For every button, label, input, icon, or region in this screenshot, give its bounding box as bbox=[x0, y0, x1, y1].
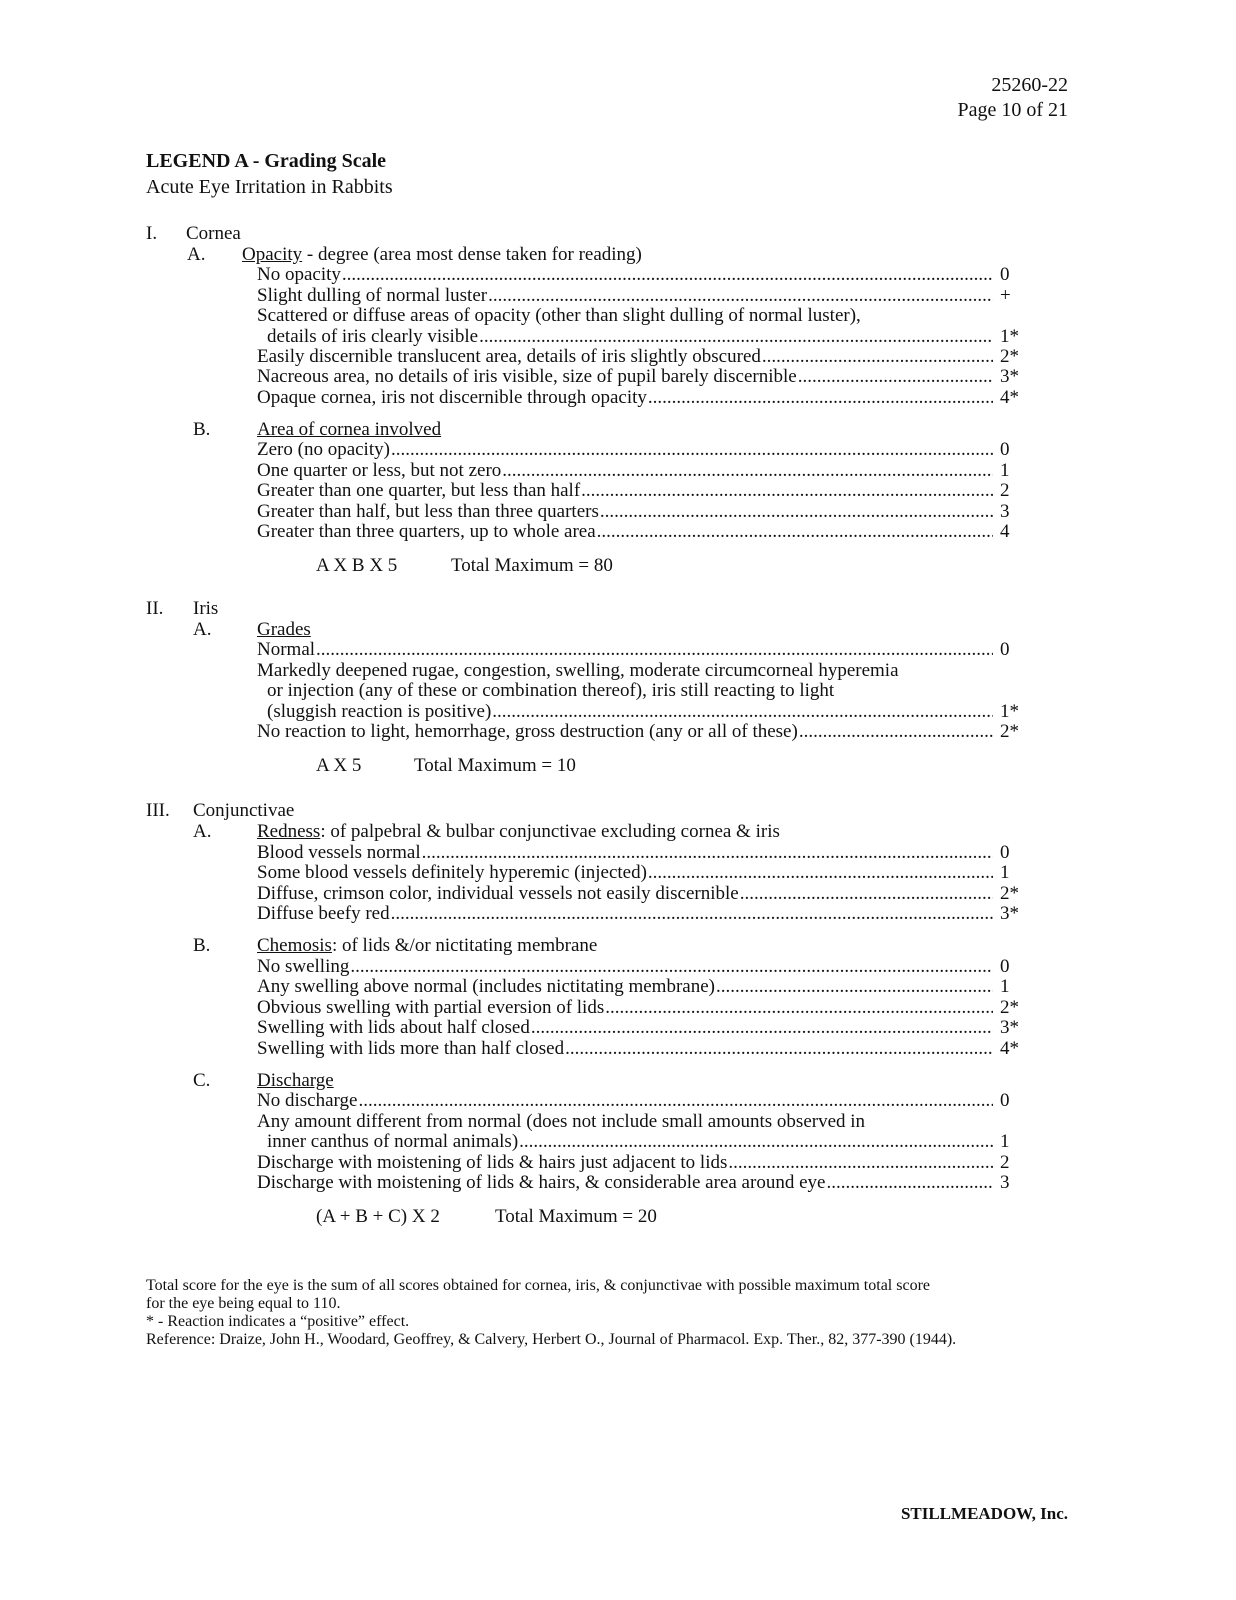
grade-score: 3 bbox=[1000, 501, 1010, 522]
grade-description: One quarter or less, but not zero bbox=[257, 460, 502, 481]
grade-description: Normal bbox=[257, 639, 316, 660]
grade-row bbox=[257, 460, 995, 481]
dot-leader bbox=[488, 285, 993, 307]
grade-row bbox=[257, 862, 995, 883]
grade-description: Any swelling above normal (includes nictitating membrane) bbox=[257, 976, 715, 997]
grade-description: Discharge with moistening of lids & hairs just adjacent to lids bbox=[257, 1152, 728, 1173]
grade-row bbox=[257, 346, 995, 367]
dot-leader bbox=[391, 439, 993, 461]
grade-score: 1 bbox=[1000, 976, 1010, 997]
grade-score: 3* bbox=[1000, 1017, 1019, 1038]
grade-description: Any amount different from normal (does not include small amounts observed in bbox=[257, 1111, 866, 1132]
grade-score: 4 bbox=[1000, 521, 1010, 542]
formula: (A + B + C) X 2 bbox=[316, 1206, 440, 1227]
total-score-note: for the eye being equal to 110. bbox=[146, 1295, 341, 1312]
dot-leader bbox=[799, 721, 993, 743]
subsection-title-opacity bbox=[242, 244, 642, 266]
dot-leader bbox=[762, 346, 993, 368]
grade-row bbox=[257, 903, 995, 924]
grade-row bbox=[257, 976, 995, 997]
grade-row bbox=[257, 639, 995, 660]
grade-score: 0 bbox=[1000, 842, 1010, 863]
dot-leader bbox=[581, 480, 993, 502]
legend-title: LEGEND A - Grading Scale bbox=[146, 150, 387, 172]
grade-description: Slight dulling of normal luster bbox=[257, 285, 488, 306]
dot-leader bbox=[648, 387, 993, 409]
grade-description: Easily discernible translucent area, details of iris slightly obscured bbox=[257, 346, 761, 367]
grade-description: Nacreous area, no details of iris visible, size of pupil barely discernible bbox=[257, 366, 797, 387]
grade-score: 0 bbox=[1000, 1090, 1010, 1111]
grade-row bbox=[257, 1017, 995, 1038]
dot-leader bbox=[519, 1131, 993, 1153]
subsection-letter: A. bbox=[193, 619, 212, 640]
grade-description: Obvious swelling with partial eversion of lids bbox=[257, 997, 605, 1018]
subsection-title-rest: - degree (area most dense taken for reading) bbox=[302, 244, 642, 265]
dot-leader bbox=[600, 501, 993, 523]
grade-score: 3* bbox=[1000, 366, 1019, 387]
grade-description: No discharge bbox=[257, 1090, 358, 1111]
dot-leader bbox=[391, 903, 993, 925]
grade-score: 2* bbox=[1000, 346, 1019, 367]
grade-row bbox=[257, 842, 995, 863]
legend-subtitle: Acute Eye Irritation in Rabbits bbox=[146, 176, 393, 198]
dot-leader bbox=[350, 956, 993, 978]
dot-leader bbox=[502, 460, 993, 482]
document-number: 25260-22 bbox=[991, 74, 1068, 96]
grade-score: 2* bbox=[1000, 997, 1019, 1018]
grade-description: Markedly deepened rugae, congestion, swelling, moderate circumcorneal hyperemia bbox=[257, 660, 899, 681]
subsection-title-underlined: Opacity bbox=[242, 244, 303, 265]
grade-description: Greater than three quarters, up to whole area bbox=[257, 521, 596, 542]
total-maximum: Total Maximum = 80 bbox=[451, 555, 613, 576]
grade-row bbox=[267, 701, 995, 722]
dot-leader bbox=[479, 326, 993, 348]
dot-leader bbox=[565, 1038, 993, 1060]
grade-row bbox=[257, 387, 995, 408]
grade-score: 2 bbox=[1000, 1152, 1010, 1173]
grade-description: Scattered or diffuse areas of opacity (other than slight dulling of normal luster), bbox=[257, 305, 861, 326]
grade-row bbox=[257, 501, 995, 522]
grade-score: 3 bbox=[1000, 1172, 1010, 1193]
grade-description: Greater than half, but less than three quarters bbox=[257, 501, 599, 522]
grade-row bbox=[257, 721, 995, 742]
subsection-title-underlined: Chemosis bbox=[257, 935, 332, 956]
grade-score: 1 bbox=[1000, 862, 1010, 883]
subsection-letter: A. bbox=[193, 821, 212, 842]
dot-leader bbox=[316, 639, 993, 661]
grade-score: 3* bbox=[1000, 903, 1019, 924]
positive-effect-note: * - Reaction indicates a “positive” effect. bbox=[146, 1313, 410, 1330]
grade-description: Swelling with lids about half closed bbox=[257, 1017, 530, 1038]
grade-description: No swelling bbox=[257, 956, 350, 977]
subsection-title-discharge: Discharge bbox=[257, 1070, 334, 1091]
grade-row bbox=[257, 1172, 995, 1193]
dot-leader bbox=[358, 1090, 993, 1112]
grade-description: Swelling with lids more than half closed bbox=[257, 1038, 565, 1059]
section-numeral-iris: II. bbox=[146, 598, 164, 619]
grade-row bbox=[257, 366, 995, 387]
grade-row bbox=[257, 1152, 995, 1173]
total-maximum: Total Maximum = 20 bbox=[495, 1206, 657, 1227]
grade-row bbox=[257, 956, 995, 977]
section-numeral-conjunctivae: III. bbox=[146, 800, 170, 821]
dot-leader bbox=[422, 842, 993, 864]
subsection-letter: B. bbox=[193, 935, 211, 956]
dot-leader bbox=[531, 1017, 993, 1039]
grade-score: 2 bbox=[1000, 480, 1010, 501]
grade-score: 4* bbox=[1000, 1038, 1019, 1059]
subsection-title-chemosis bbox=[257, 935, 597, 957]
dot-leader bbox=[798, 366, 993, 388]
dot-leader bbox=[605, 997, 993, 1019]
grade-score: 2* bbox=[1000, 883, 1019, 904]
subsection-title-grades: Grades bbox=[257, 619, 311, 640]
grade-description: Discharge with moistening of lids & hairs, & considerable area around eye bbox=[257, 1172, 826, 1193]
grade-description: Zero (no opacity) bbox=[257, 439, 390, 460]
dot-leader bbox=[492, 701, 993, 723]
grade-row bbox=[257, 1090, 995, 1111]
dot-leader bbox=[597, 521, 993, 543]
grade-score: 1* bbox=[1000, 326, 1019, 347]
grade-row bbox=[257, 285, 995, 306]
grade-description: Blood vessels normal bbox=[257, 842, 421, 863]
subsection-title-underlined: Redness bbox=[257, 821, 321, 842]
grade-row bbox=[257, 1038, 995, 1059]
grade-score: 0 bbox=[1000, 639, 1010, 660]
subsection-letter: B. bbox=[193, 419, 211, 440]
grade-description: No reaction to light, hemorrhage, gross destruction (any or all of these) bbox=[257, 721, 798, 742]
section-title-conjunctivae: Conjunctivae bbox=[193, 800, 295, 821]
section-title-iris: Iris bbox=[193, 598, 219, 619]
grade-description: Some blood vessels definitely hyperemic (injected) bbox=[257, 862, 647, 883]
grade-description: details of iris clearly visible bbox=[267, 326, 479, 347]
total-maximum: Total Maximum = 10 bbox=[414, 755, 576, 776]
grade-score: 0 bbox=[1000, 264, 1010, 285]
total-score-note: Total score for the eye is the sum of all scores obtained for cornea, iris, & conjunctivae with possible maximum total score bbox=[146, 1277, 930, 1294]
grade-row bbox=[257, 264, 995, 285]
grade-description: or injection (any of these or combination thereof), iris still reacting to light bbox=[267, 680, 835, 701]
dot-leader bbox=[716, 976, 993, 998]
grade-description: inner canthus of normal animals) bbox=[267, 1131, 519, 1152]
subsection-letter: C. bbox=[193, 1070, 211, 1091]
grade-score: 2* bbox=[1000, 721, 1019, 742]
subsection-letter: A. bbox=[187, 244, 206, 265]
dot-leader bbox=[826, 1172, 993, 1194]
grade-description: Greater than one quarter, but less than half bbox=[257, 480, 581, 501]
grade-score: 0 bbox=[1000, 439, 1010, 460]
subsection-title-redness bbox=[257, 821, 780, 843]
dot-leader bbox=[728, 1152, 993, 1174]
grade-row bbox=[257, 997, 995, 1018]
dot-leader bbox=[740, 883, 993, 905]
subsection-title-rest: : of lids &/or nictitating membrane bbox=[331, 935, 598, 956]
grade-score: 0 bbox=[1000, 956, 1010, 977]
grade-score: + bbox=[1000, 285, 1011, 306]
grade-description: Opaque cornea, iris not discernible through opacity bbox=[257, 387, 647, 408]
subsection-title-rest: : of palpebral & bulbar conjunctivae excluding cornea & iris bbox=[320, 821, 780, 842]
page-number: Page 10 of 21 bbox=[957, 99, 1068, 121]
grade-row bbox=[257, 439, 995, 460]
subsection-title-area: Area of cornea involved bbox=[257, 419, 442, 440]
grade-description: No opacity bbox=[257, 264, 341, 285]
reference-note: Reference: Draize, John H., Woodard, Geoffrey, & Calvery, Herbert O., Journal of Pharmacol. Exp. Ther., 82, 377-390 (1944). bbox=[146, 1331, 957, 1348]
grade-description: Diffuse, crimson color, individual vessels not easily discernible bbox=[257, 883, 739, 904]
grade-row bbox=[257, 883, 995, 904]
grade-row bbox=[267, 326, 995, 347]
grade-score: 4* bbox=[1000, 387, 1019, 408]
dot-leader bbox=[648, 862, 993, 884]
grade-description: (sluggish reaction is positive) bbox=[267, 701, 492, 722]
grade-score: 1 bbox=[1000, 460, 1010, 481]
grade-description: Diffuse beefy red bbox=[257, 903, 390, 924]
grade-score: 1* bbox=[1000, 701, 1019, 722]
section-title-cornea: Cornea bbox=[186, 223, 241, 244]
formula: A X 5 bbox=[316, 755, 362, 776]
dot-leader bbox=[342, 264, 993, 286]
grade-score: 1 bbox=[1000, 1131, 1010, 1152]
grade-row bbox=[257, 480, 995, 501]
section-numeral-cornea: I. bbox=[146, 223, 158, 244]
formula: A X B X 5 bbox=[316, 555, 398, 576]
grade-row bbox=[257, 521, 995, 542]
grade-row bbox=[267, 1131, 995, 1152]
company-name: STILLMEADOW, Inc. bbox=[900, 1504, 1068, 1523]
